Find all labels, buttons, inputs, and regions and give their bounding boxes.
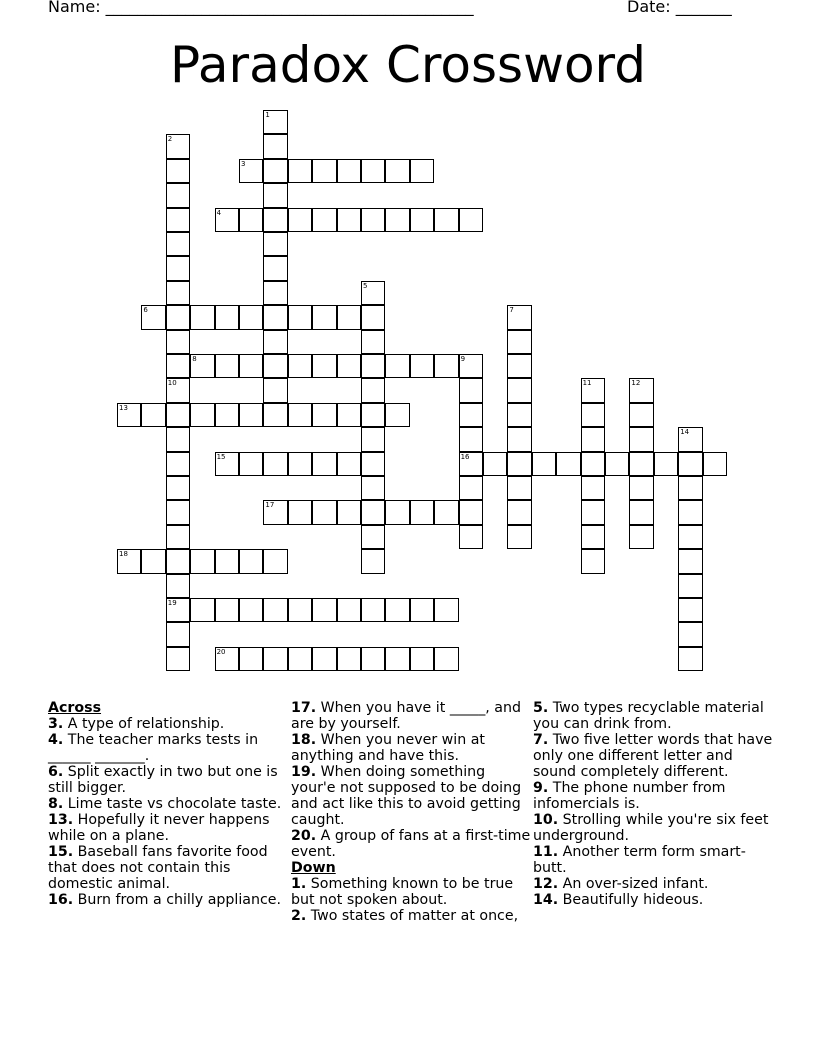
clue-text: A type of relationship. [63, 716, 225, 732]
across-clue [48, 732, 288, 764]
grid-cell[interactable] [507, 525, 531, 549]
grid-cell[interactable] [239, 354, 263, 378]
clue-number-label: 14 [680, 428, 690, 437]
clue-text: Beautifully hideous. [558, 892, 704, 908]
grid-cell[interactable] [239, 159, 263, 183]
clue-number-label: 6 [143, 306, 148, 315]
down-clue [533, 892, 773, 908]
grid-cell[interactable] [166, 476, 190, 500]
grid-cell[interactable] [239, 647, 263, 671]
grid-cell[interactable] [190, 549, 214, 573]
clue-number-label: 16 [460, 452, 470, 461]
grid-cell[interactable] [361, 476, 385, 500]
grid-cell[interactable] [507, 378, 531, 402]
grid-cell[interactable] [678, 598, 702, 622]
grid-cell[interactable] [263, 452, 287, 476]
grid-cell[interactable] [385, 647, 409, 671]
down-clue [533, 812, 773, 844]
clue-text: Hopefully it never happens while on a plane. [48, 812, 270, 844]
down-clue [291, 908, 531, 924]
clue-text: Strolling while you're six feet underground. [533, 812, 769, 844]
grid-cell[interactable] [117, 549, 141, 573]
grid-cell[interactable] [312, 500, 336, 524]
grid-cell[interactable] [190, 305, 214, 329]
clue-text: Two states of matter at once, [306, 908, 519, 924]
grid-cell[interactable] [410, 598, 434, 622]
clue-text: The teacher marks tests in ______ _______. [48, 732, 259, 764]
grid-cell[interactable] [141, 305, 165, 329]
down-clue [533, 700, 773, 732]
clue-number-label: 10 [167, 379, 177, 388]
grid-cell[interactable] [459, 427, 483, 451]
grid-cell[interactable] [288, 403, 312, 427]
grid-cell[interactable] [678, 622, 702, 646]
grid-cell[interactable] [507, 330, 531, 354]
across-clue [48, 764, 288, 796]
grid-cell[interactable] [166, 500, 190, 524]
grid-cell[interactable] [361, 647, 385, 671]
grid-cell[interactable] [166, 305, 190, 329]
grid-cell[interactable] [678, 549, 702, 573]
grid-cell[interactable] [337, 452, 361, 476]
grid-cell[interactable] [263, 598, 287, 622]
grid-cell[interactable] [166, 354, 190, 378]
across-heading: Across [48, 700, 102, 716]
grid-cell[interactable] [263, 232, 287, 256]
grid-cell[interactable] [166, 622, 190, 646]
grid-cell[interactable] [459, 500, 483, 524]
across-clue [291, 764, 531, 828]
grid-cell[interactable] [263, 500, 287, 524]
grid-cell[interactable] [434, 354, 458, 378]
clue-number-label: 12 [631, 379, 641, 388]
grid-cell[interactable] [190, 598, 214, 622]
grid-cell[interactable] [361, 378, 385, 402]
grid-cell[interactable] [263, 378, 287, 402]
clue-number: 6. [48, 764, 64, 780]
grid-cell[interactable] [166, 403, 190, 427]
clue-number-label: 20 [216, 647, 226, 656]
grid-cell[interactable] [263, 549, 287, 573]
grid-cell[interactable] [361, 427, 385, 451]
clue-number: 2. [291, 908, 307, 924]
grid-cell[interactable] [581, 403, 605, 427]
clue-number-label: 9 [460, 355, 466, 363]
grid-cell[interactable] [288, 647, 312, 671]
grid-cell[interactable] [629, 378, 653, 402]
grid-cell[interactable] [215, 403, 239, 427]
grid-cell[interactable] [312, 305, 336, 329]
down-clue [291, 876, 531, 908]
grid-cell[interactable] [263, 281, 287, 305]
grid-cell[interactable] [312, 354, 336, 378]
clues-column-2 [291, 700, 531, 924]
grid-cell[interactable] [239, 598, 263, 622]
grid-cell[interactable] [239, 305, 263, 329]
date-field-label[interactable]: Date: _______ [627, 0, 732, 16]
name-field-label[interactable]: Name: ______________________________________________ [48, 0, 474, 16]
grid-cell[interactable] [166, 574, 190, 598]
grid-cell[interactable] [385, 208, 409, 232]
grid-cell[interactable] [263, 354, 287, 378]
grid-cell[interactable] [581, 452, 605, 476]
grid-cell[interactable] [215, 354, 239, 378]
grid-cell[interactable] [678, 452, 702, 476]
grid-cell[interactable] [361, 354, 385, 378]
grid-cell[interactable] [385, 500, 409, 524]
grid-cell[interactable] [337, 354, 361, 378]
grid-cell[interactable] [410, 647, 434, 671]
clue-number-label: 8 [192, 355, 197, 363]
clue-number: 14. [533, 892, 559, 908]
grid-cell[interactable] [507, 500, 531, 524]
clue-number-label: 1 [265, 111, 270, 119]
grid-cell[interactable] [361, 525, 385, 549]
grid-cell[interactable] [166, 549, 190, 573]
clues-column-1 [48, 700, 288, 908]
clue-text: Burn from a chilly appliance. [73, 892, 282, 908]
grid-cell[interactable] [215, 598, 239, 622]
grid-cell[interactable] [410, 159, 434, 183]
grid-cell[interactable] [434, 647, 458, 671]
across-clue [48, 892, 288, 908]
clue-number-label: 11 [582, 379, 592, 388]
down-clue [533, 844, 773, 876]
grid-cell[interactable] [337, 647, 361, 671]
grid-cell[interactable] [263, 403, 287, 427]
grid-cell[interactable] [507, 403, 531, 427]
grid-cell[interactable] [459, 452, 483, 476]
grid-cell[interactable] [288, 452, 312, 476]
grid-cell[interactable] [605, 452, 629, 476]
clue-number: 20. [291, 828, 317, 844]
clue-number: 17. [291, 700, 317, 716]
grid-cell[interactable] [532, 452, 556, 476]
across-clue [291, 700, 531, 732]
clue-number: 13. [48, 812, 74, 828]
clue-number-label: 13 [119, 403, 128, 412]
across-clue [48, 812, 288, 844]
grid-cell[interactable] [239, 403, 263, 427]
grid-cell[interactable] [459, 208, 483, 232]
grid-cell[interactable] [385, 354, 409, 378]
grid-cell[interactable] [629, 403, 653, 427]
grid-cell[interactable] [385, 403, 409, 427]
grid-cell[interactable] [678, 574, 702, 598]
clue-number: 5. [533, 700, 549, 716]
grid-cell[interactable] [507, 452, 531, 476]
clue-text: The phone number from infomercials is. [533, 780, 726, 812]
grid-cell[interactable] [678, 647, 702, 671]
grid-cell[interactable] [361, 598, 385, 622]
grid-cell[interactable] [263, 647, 287, 671]
grid-cell[interactable] [166, 183, 190, 207]
clue-number: 3. [48, 716, 64, 732]
grid-cell[interactable] [288, 159, 312, 183]
grid-cell[interactable] [312, 598, 336, 622]
clue-number: 19. [291, 764, 317, 780]
grid-cell[interactable] [239, 208, 263, 232]
clue-number: 15. [48, 844, 74, 860]
grid-cell[interactable] [312, 208, 336, 232]
grid-cell[interactable] [263, 183, 287, 207]
clue-number-label: 5 [363, 281, 368, 290]
grid-cell[interactable] [312, 159, 336, 183]
grid-cell[interactable] [361, 549, 385, 573]
grid-cell[interactable] [166, 452, 190, 476]
grid-cell[interactable] [507, 476, 531, 500]
grid-cell[interactable] [507, 305, 531, 329]
grid-cell[interactable] [678, 476, 702, 500]
across-clue [48, 796, 288, 812]
clue-text: When doing something your'e not supposed to be doing and act like this to avoid getting caught. [291, 764, 522, 828]
grid-cell[interactable] [581, 476, 605, 500]
grid-cell[interactable] [459, 525, 483, 549]
grid-cell[interactable] [361, 403, 385, 427]
across-clue [48, 844, 288, 892]
clue-number-label: 2 [167, 135, 173, 144]
grid-cell[interactable] [117, 403, 141, 427]
grid-cell[interactable] [361, 500, 385, 524]
grid-cell[interactable] [361, 208, 385, 232]
down-heading: Down [291, 860, 336, 876]
grid-cell[interactable] [678, 525, 702, 549]
clue-text: Another term form smart-butt. [533, 844, 746, 876]
grid-cell[interactable] [263, 256, 287, 280]
down-clue [533, 876, 773, 892]
grid-cell[interactable] [288, 598, 312, 622]
grid-cell[interactable] [239, 452, 263, 476]
clue-text: An over-sized infant. [558, 876, 709, 892]
grid-cell[interactable] [581, 427, 605, 451]
grid-cell[interactable] [678, 427, 702, 451]
grid-cell[interactable] [629, 525, 653, 549]
clue-number: 8. [48, 796, 64, 812]
grid-cell[interactable] [434, 598, 458, 622]
grid-cell[interactable] [166, 208, 190, 232]
clue-number: 7. [533, 732, 549, 748]
grid-cell[interactable] [166, 378, 190, 402]
grid-cell[interactable] [581, 378, 605, 402]
grid-cell[interactable] [166, 256, 190, 280]
grid-cell[interactable] [288, 500, 312, 524]
clue-text: When you never win at anything and have this. [291, 732, 485, 764]
clue-number-label: 18 [119, 550, 128, 559]
grid-cell[interactable] [263, 134, 287, 158]
grid-cell[interactable] [629, 427, 653, 451]
clue-text: Baseball fans favorite food that does not contain this domestic animal. [48, 844, 268, 892]
clue-text: When you have it _____, and are by yourself. [291, 700, 521, 732]
grid-cell[interactable] [337, 305, 361, 329]
grid-cell[interactable] [312, 403, 336, 427]
grid-cell[interactable] [239, 549, 263, 573]
grid-cell[interactable] [410, 354, 434, 378]
grid-cell[interactable] [337, 159, 361, 183]
grid-cell[interactable] [215, 208, 239, 232]
grid-cell[interactable] [434, 208, 458, 232]
grid-cell[interactable] [288, 208, 312, 232]
clue-number: 9. [533, 780, 549, 796]
grid-cell[interactable] [385, 159, 409, 183]
grid-cell[interactable] [190, 354, 214, 378]
grid-cell[interactable] [629, 500, 653, 524]
clue-number: 11. [533, 844, 559, 860]
grid-cell[interactable] [678, 500, 702, 524]
grid-cell[interactable] [141, 403, 165, 427]
grid-cell[interactable] [263, 208, 287, 232]
clue-text: A group of fans at a first-time event. [291, 828, 531, 860]
across-clue [291, 828, 531, 860]
clue-number: 18. [291, 732, 317, 748]
grid-cell[interactable] [166, 598, 190, 622]
grid-cell[interactable] [556, 452, 580, 476]
grid-cell[interactable] [166, 134, 190, 158]
grid-cell[interactable] [629, 476, 653, 500]
clue-text: Something known to be true but not spoken about. [291, 876, 514, 908]
grid-cell[interactable] [361, 452, 385, 476]
page-title: Paradox Crossword [170, 36, 646, 94]
grid-cell[interactable] [337, 208, 361, 232]
grid-cell[interactable] [190, 403, 214, 427]
clue-text: Two five letter words that have only one different letter and sound completely different. [533, 732, 773, 780]
grid-cell[interactable] [288, 354, 312, 378]
grid-cell[interactable] [581, 525, 605, 549]
grid-cell[interactable] [459, 476, 483, 500]
grid-cell[interactable] [337, 598, 361, 622]
grid-cell[interactable] [166, 330, 190, 354]
grid-cell[interactable] [337, 500, 361, 524]
grid-cell[interactable] [581, 549, 605, 573]
grid-cell[interactable] [215, 305, 239, 329]
clue-number: 12. [533, 876, 559, 892]
grid-cell[interactable] [703, 452, 727, 476]
grid-cell[interactable] [483, 452, 507, 476]
grid-cell[interactable] [166, 525, 190, 549]
clue-number-label: 7 [509, 306, 514, 315]
grid-cell[interactable] [166, 647, 190, 671]
clue-number-label: 17 [265, 501, 275, 510]
grid-cell[interactable] [166, 232, 190, 256]
grid-cell[interactable] [263, 330, 287, 354]
grid-cell[interactable] [629, 452, 653, 476]
grid-cell[interactable] [459, 403, 483, 427]
clue-number-label: 3 [241, 159, 246, 168]
grid-cell[interactable] [361, 159, 385, 183]
grid-cell[interactable] [263, 159, 287, 183]
clue-number-label: 4 [216, 208, 222, 217]
grid-cell[interactable] [410, 500, 434, 524]
grid-cell[interactable] [410, 208, 434, 232]
grid-cell[interactable] [312, 452, 336, 476]
clue-number: 16. [48, 892, 74, 908]
clue-number-label: 15 [216, 452, 226, 461]
clue-number: 4. [48, 732, 64, 748]
clue-number: 10. [533, 812, 559, 828]
grid-cell[interactable] [434, 500, 458, 524]
grid-cell[interactable] [166, 281, 190, 305]
grid-cell[interactable] [507, 427, 531, 451]
grid-cell[interactable] [215, 647, 239, 671]
grid-cell[interactable] [337, 403, 361, 427]
down-clue [533, 780, 773, 812]
grid-cell[interactable] [312, 647, 336, 671]
grid-cell[interactable] [166, 159, 190, 183]
grid-cell[interactable] [361, 305, 385, 329]
grid-cell[interactable] [215, 452, 239, 476]
grid-cell[interactable] [654, 452, 678, 476]
clue-text: Split exactly in two but one is still bigger. [48, 764, 278, 796]
grid-cell[interactable] [215, 549, 239, 573]
clue-text: Lime taste vs chocolate taste. [63, 796, 282, 812]
grid-cell[interactable] [141, 549, 165, 573]
across-clue [291, 732, 531, 764]
grid-cell[interactable] [166, 427, 190, 451]
clues-column-3 [533, 700, 773, 908]
down-clue [533, 732, 773, 780]
grid-cell[interactable] [507, 354, 531, 378]
clue-number: 1. [291, 876, 307, 892]
grid-cell[interactable] [459, 378, 483, 402]
grid-cell[interactable] [361, 281, 385, 305]
grid-cell[interactable] [385, 598, 409, 622]
grid-cell[interactable] [288, 305, 312, 329]
grid-cell[interactable] [459, 354, 483, 378]
clue-text: Two types recyclable material you can drink from. [533, 700, 764, 732]
grid-cell[interactable] [581, 500, 605, 524]
grid-cell[interactable] [361, 330, 385, 354]
grid-cell[interactable] [263, 305, 287, 329]
across-clue [48, 716, 288, 732]
grid-cell[interactable] [263, 110, 287, 134]
clue-number-label: 19 [167, 599, 177, 607]
